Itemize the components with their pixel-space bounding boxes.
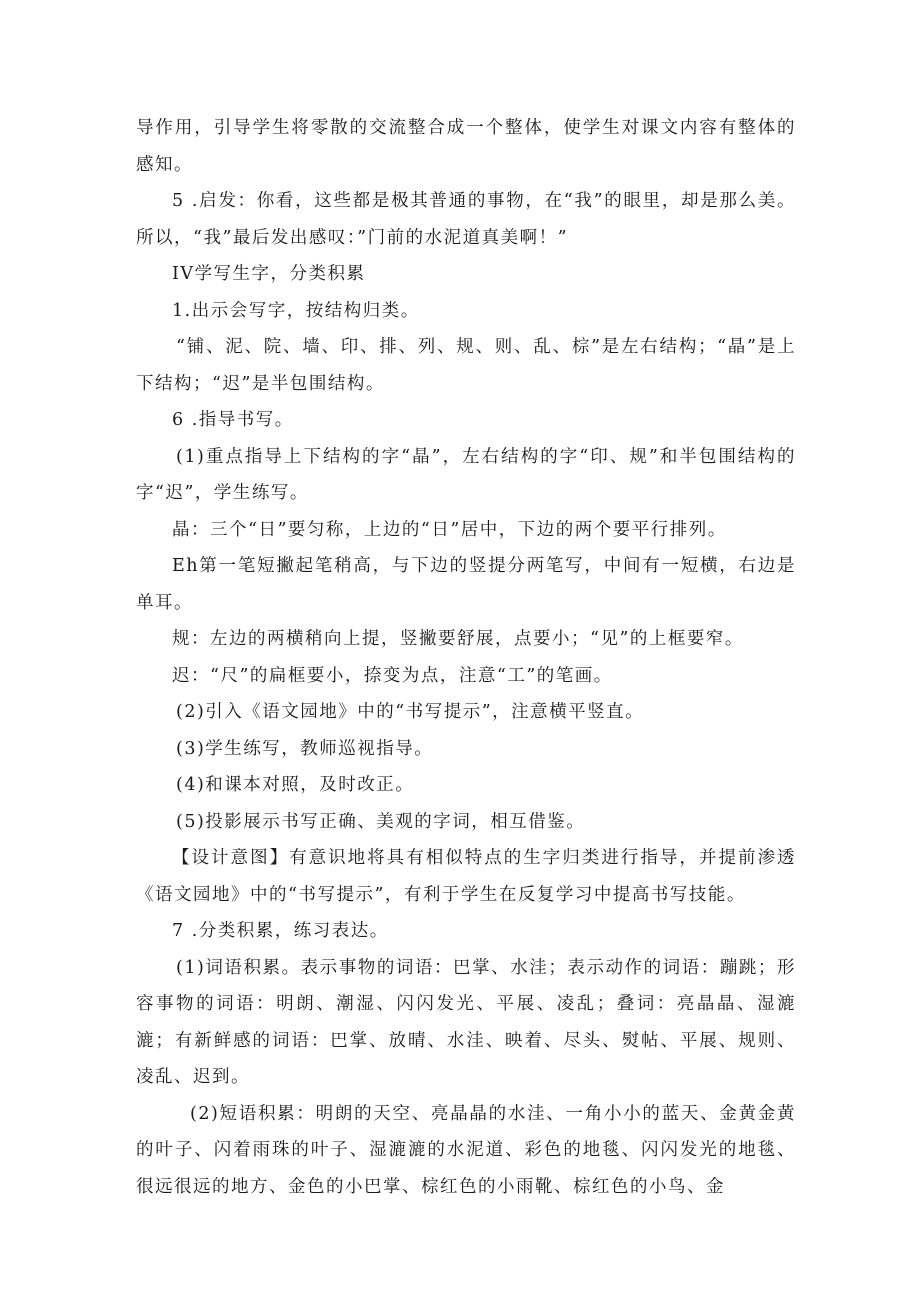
paragraph-design-intent: 【设计意图】有意识地将具有相似特点的生字归类进行指导，并提前渗透《语文园地》中的“书写提示”，有利于学生在反复学习中提高书写技能。 [136,848,796,905]
paragraph-sub-3: (3)学生练写，教师巡视指导。 [176,738,434,759]
paragraph-step-1: 1.出示会写字，按结构归类。 [172,300,420,321]
paragraph-structure-groups: “铺、泥、院、墙、印、排、列、规、则、乱、棕”是左右结构；“晶”是上下结构；“迟”是半包围结构。 [136,337,796,394]
paragraph-sub-4: (4)和课本对照，及时改正。 [176,775,415,795]
paragraph-sub-5: (5)投影展示书写正确、美观的字词，相互借鉴。 [176,811,586,832]
paragraph-char-gui: 规：左边的两横稍向上提，竖撇要舒展，点要小；“见”的上框要窄。 [172,629,744,649]
paragraph-step-6: 6 .指导书写。 [172,410,294,430]
paragraph-sub-1: (1)重点指导上下结构的字“晶”，左右结构的字“印、规”和半包围结构的字“迟”，学生练写。 [136,446,796,503]
paragraph-char-jing: 晶：三个“日”要匀称，上边的“日”居中，下边的两个要平行排列。 [172,519,727,540]
paragraph-char-yin: Eh第一笔短撇起笔稍高，与下边的竖提分两笔写，中间有一短横，右边是单耳。 [136,556,796,613]
section-heading-iv: IV学写生字，分类积累 [172,264,366,284]
paragraph-word-accumulation: (1)词语积累。表示事物的词语：巴掌、水洼；表示动作的词语：蹦跳；形容事物的词语：明朗、潮湿、闪闪发光、平展、凌乱；叠词：亮晶晶、湿漉漉；有新鲜感的词语：巴掌、放晴、水洼、映着、尽头、熨帖、平展、规则、凌乱、迟到。 [136,957,796,1087]
paragraph-sub-2: (2)引入《语文园地》中的“书写提示”，注意横平竖直。 [176,702,645,722]
paragraph-step-7: 7 .分类积累，练习表达。 [172,921,389,941]
paragraph-step-5: 5 .启发：你看，这些都是极其普通的事物，在“我”的眼里，却是那么美。所以，“我”最后发出感叹：”门前的水泥道真美啊！” [136,191,796,248]
document-body [136,110,796,1205]
paragraph-char-chi: 迟：“尺”的扁框要小，捺变为点，注意“工”的笔画。 [172,665,613,686]
paragraph-intro-continuation: 导作用，引导学生将零散的交流整合成一个整体，使学生对课文内容有整体的感知。 [136,118,796,175]
paragraph-phrase-accumulation: (2)短语积累：明朗的天空、亮晶晶的水洼、一角小小的蓝天、金黄金黄的叶子、闪着雨珠的叶子、湿漉漉的水泥道、彩色的地毯、闪闪发光的地毯、很远很远的地方、金色的小巴掌、棕红色的小雨靴、棕红色的小鸟、金 [136,1103,796,1197]
